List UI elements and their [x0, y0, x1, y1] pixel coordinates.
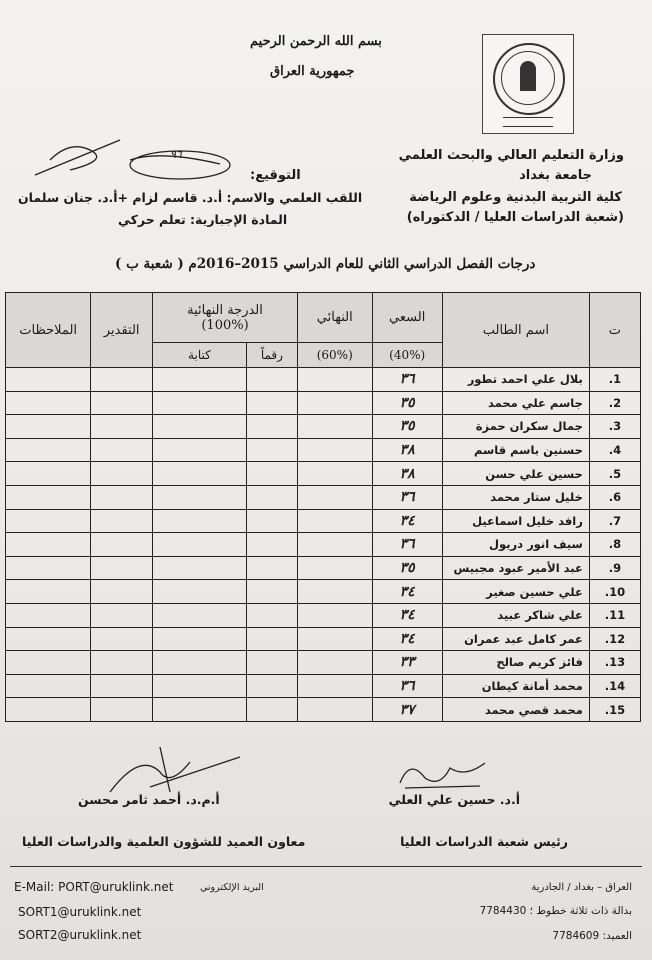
final-score: [297, 674, 372, 698]
college-name: كلية التربية البدنية وعلوم الرياضة: [409, 190, 622, 205]
row-number: 11.: [589, 603, 640, 627]
row-number: 2.: [589, 391, 640, 415]
final-score: [297, 627, 372, 651]
total-words: [153, 438, 247, 462]
table-row: [6, 698, 641, 722]
header-effort-pct: (40%): [372, 343, 442, 368]
effort-score: ٣٧: [372, 698, 442, 722]
table-row: [6, 533, 641, 557]
effort-score: ٣٤: [372, 580, 442, 604]
footer-exchange: بدالة ذات ثلاثة خطوط ؛ 7784430: [479, 905, 632, 917]
total-digits: [246, 533, 297, 557]
total-words: [153, 462, 247, 486]
total-digits: [246, 603, 297, 627]
left-signatory-title: معاون العميد للشؤون العلمية والدراسات العليا: [22, 834, 306, 849]
grade-cell: [91, 438, 153, 462]
footer-email-2: SORT1@uruklink.net: [18, 905, 142, 919]
row-number: 4.: [589, 438, 640, 462]
notes-cell: [6, 391, 91, 415]
student-name: عبد الأمير عبود مجبيس: [442, 556, 589, 580]
effort-score: ٣٨: [372, 438, 442, 462]
right-signatory-title: رئيس شعبة الدراسات العليا: [400, 834, 568, 849]
total-words: [153, 674, 247, 698]
row-number: 12.: [589, 627, 640, 651]
final-score: [297, 391, 372, 415]
footer-email-3: SORT2@uruklink.net: [18, 928, 142, 942]
table-row: [6, 485, 641, 509]
effort-score: ٣٤: [372, 603, 442, 627]
total-words: [153, 391, 247, 415]
footer-address: العراق – بغداد / الجادرية: [531, 882, 632, 893]
grade-cell: [91, 698, 153, 722]
university-name: جامعة بغداد: [519, 168, 592, 183]
row-number: 14.: [589, 674, 640, 698]
total-digits: [246, 556, 297, 580]
table-row: [6, 603, 641, 627]
final-score: [297, 533, 372, 557]
student-name: حسنين باسم قاسم: [442, 438, 589, 462]
effort-score: ٣٥: [372, 556, 442, 580]
total-digits: [246, 391, 297, 415]
department-name: (شعبة الدراسات العليا / الدكتوراه): [406, 210, 624, 225]
header-total: الدرجة النهائية (100%): [153, 293, 298, 343]
effort-score: ٣٣: [372, 651, 442, 675]
table-row: [6, 415, 641, 439]
final-score: [297, 603, 372, 627]
student-name: فائز كريم صالح: [442, 651, 589, 675]
header-signature-scribble: [30, 120, 250, 200]
table-body: [6, 368, 641, 722]
notes-cell: [6, 533, 91, 557]
header-num: ت: [589, 293, 640, 368]
final-score: [297, 580, 372, 604]
row-number: 6.: [589, 485, 640, 509]
total-digits: [246, 580, 297, 604]
effort-score: ٣٦: [372, 368, 442, 392]
grade-cell: [91, 509, 153, 533]
total-words: [153, 627, 247, 651]
effort-score: ٣٦: [372, 674, 442, 698]
subject-label: المادة الإجبارية: تعلم حركي: [118, 212, 288, 227]
student-name: حسين علي حسن: [442, 462, 589, 486]
notes-cell: [6, 674, 91, 698]
header-digits: رقماً: [246, 343, 297, 368]
right-signature: [390, 748, 500, 798]
student-name: خليل ستار محمد: [442, 485, 589, 509]
grade-cell: [91, 415, 153, 439]
header-effort: السعي: [372, 293, 442, 343]
total-digits: [246, 415, 297, 439]
row-number: 7.: [589, 509, 640, 533]
university-logo: [482, 34, 574, 134]
table-row: [6, 627, 641, 651]
notes-cell: [6, 556, 91, 580]
handwritten-number: ٩٦: [170, 148, 182, 161]
student-name: محمد أمانة كيطان: [442, 674, 589, 698]
notes-cell: [6, 603, 91, 627]
header-notes: الملاحظات: [6, 293, 91, 368]
effort-score: ٣٥: [372, 391, 442, 415]
footer-divider: [10, 866, 642, 867]
table-row: [6, 438, 641, 462]
grade-cell: [91, 603, 153, 627]
right-signatory-name: أ.د. حسين علي العلي: [388, 792, 520, 807]
total-digits: [246, 368, 297, 392]
grade-cell: [91, 485, 153, 509]
student-name: علي شاكر عبيد: [442, 603, 589, 627]
total-words: [153, 580, 247, 604]
effort-score: ٣٦: [372, 533, 442, 557]
notes-cell: [6, 462, 91, 486]
student-name: رافد خليل اسماعيل: [442, 509, 589, 533]
document-title: درجات الفصل الدراسي الثاني للعام الدراسي 2015–2016م ( شعبة ب ): [115, 256, 536, 272]
table-row: [6, 651, 641, 675]
grade-cell: [91, 533, 153, 557]
table-row: [6, 368, 641, 392]
notes-cell: [6, 438, 91, 462]
row-number: 10.: [589, 580, 640, 604]
student-name: محمد قصي محمد: [442, 698, 589, 722]
total-words: [153, 485, 247, 509]
ministry-name: وزارة التعليم العالي والبحث العلمي: [398, 148, 624, 163]
student-name: بلال علي احمد تطور: [442, 368, 589, 392]
effort-score: ٣٨: [372, 462, 442, 486]
notes-cell: [6, 485, 91, 509]
total-digits: [246, 438, 297, 462]
row-number: 1.: [589, 368, 640, 392]
student-name: جاسم علي محمد: [442, 391, 589, 415]
total-digits: [246, 627, 297, 651]
header-words: كتابة: [153, 343, 247, 368]
grade-cell: [91, 627, 153, 651]
student-name: عمر كامل عبد عمران: [442, 627, 589, 651]
total-digits: [246, 462, 297, 486]
total-words: [153, 603, 247, 627]
row-number: 3.: [589, 415, 640, 439]
notes-cell: [6, 415, 91, 439]
effort-score: ٣٤: [372, 509, 442, 533]
total-digits: [246, 485, 297, 509]
total-digits: [246, 698, 297, 722]
student-name: جمال سكران حمزة: [442, 415, 589, 439]
row-number: 9.: [589, 556, 640, 580]
final-score: [297, 462, 372, 486]
footer-dean: العميد: 7784609: [552, 930, 632, 942]
total-words: [153, 415, 247, 439]
left-signatory-name: أ.م.د. أحمد ثامر محسن: [78, 792, 220, 807]
total-digits: [246, 509, 297, 533]
footer-email-1: E-Mail: PORT@uruklink.net: [14, 880, 174, 894]
final-score: [297, 485, 372, 509]
row-number: 8.: [589, 533, 640, 557]
header-final-pct: (60%): [297, 343, 372, 368]
grade-cell: [91, 556, 153, 580]
total-digits: [246, 674, 297, 698]
effort-score: ٣٥: [372, 415, 442, 439]
table-row: [6, 462, 641, 486]
grade-cell: [91, 391, 153, 415]
grade-cell: [91, 368, 153, 392]
final-score: [297, 368, 372, 392]
row-number: 5.: [589, 462, 640, 486]
table-row: [6, 509, 641, 533]
final-score: [297, 415, 372, 439]
notes-cell: [6, 698, 91, 722]
final-score: [297, 651, 372, 675]
grade-cell: [91, 674, 153, 698]
grade-cell: [91, 651, 153, 675]
total-digits: [246, 651, 297, 675]
total-words: [153, 533, 247, 557]
final-score: [297, 698, 372, 722]
final-score: [297, 438, 372, 462]
notes-cell: [6, 509, 91, 533]
notes-cell: [6, 627, 91, 651]
effort-score: ٣٦: [372, 485, 442, 509]
header-final: النهائي: [297, 293, 372, 343]
notes-cell: [6, 651, 91, 675]
student-name: علي حسين صغير: [442, 580, 589, 604]
notes-cell: [6, 580, 91, 604]
grade-cell: [91, 462, 153, 486]
header-grade: التقدير: [91, 293, 153, 368]
table-row: [6, 674, 641, 698]
total-words: [153, 556, 247, 580]
total-words: [153, 698, 247, 722]
row-number: 13.: [589, 651, 640, 675]
footer-email-label: البريد الإلكتروني: [200, 882, 264, 893]
country-name: جمهورية العراق: [270, 64, 355, 79]
total-words: [153, 651, 247, 675]
row-number: 15.: [589, 698, 640, 722]
student-name: سيف انور دريول: [442, 533, 589, 557]
grades-table: [5, 292, 641, 722]
instructor-label: اللقب العلمي والاسم: أ.د. قاسم لزام +أ.د. جنان سلمان: [18, 190, 363, 205]
total-words: [153, 509, 247, 533]
table-row: [6, 556, 641, 580]
header-name: اسم الطالب: [442, 293, 589, 368]
final-score: [297, 509, 372, 533]
notes-cell: [6, 368, 91, 392]
grade-cell: [91, 580, 153, 604]
table-row: [6, 580, 641, 604]
basmala: بسم الله الرحمن الرحيم: [250, 34, 382, 49]
effort-score: ٣٤: [372, 627, 442, 651]
table-row: [6, 391, 641, 415]
total-words: [153, 368, 247, 392]
final-score: [297, 556, 372, 580]
signature-label: التوقيع:: [250, 168, 301, 183]
